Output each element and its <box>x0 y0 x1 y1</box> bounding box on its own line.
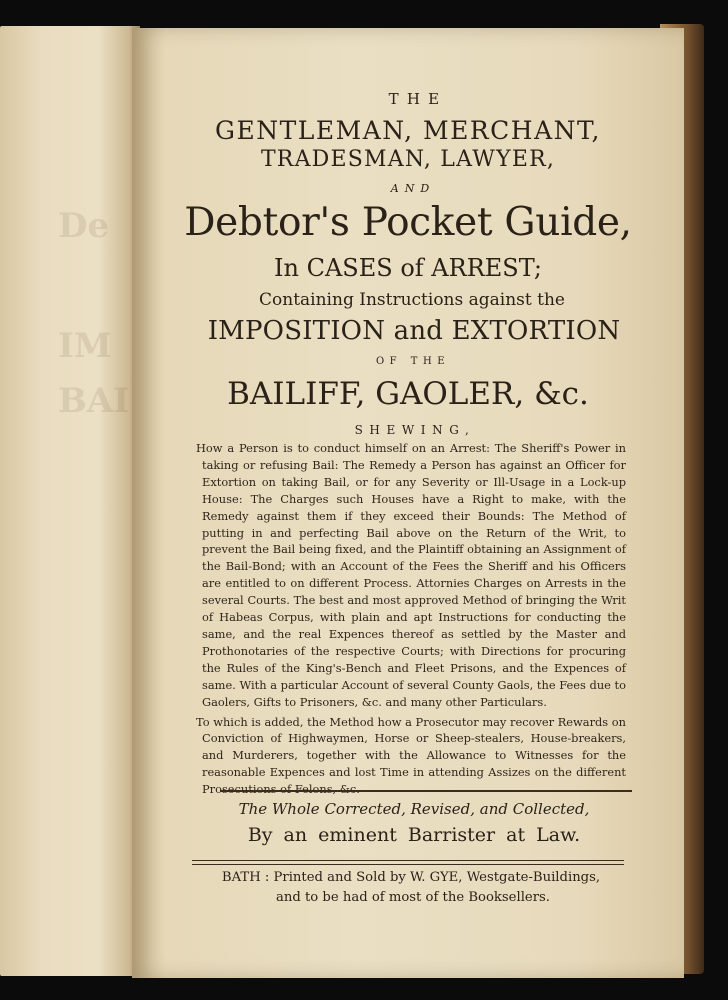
divider-rule <box>220 790 632 792</box>
line-and: AND <box>390 182 436 195</box>
paragraph-addition: To which is added, the Method how a Prosecutor may recover Rewards on Conviction of Highwaymen, Horse or Sheep-stealers, House-breakers, and Murderers, together with the Allowance to Witnesses for the reasonable Expences and lost Time in attending Assizes on the different Prosecutions of Felons, &c. <box>196 714 626 797</box>
line-tradesman: TRADESMAN, LAWYER, <box>260 147 556 172</box>
line-shewing: SHEWING, <box>354 423 476 437</box>
title-page <box>132 28 684 978</box>
line-bailiff: BAILIFF, GAOLER, &c. <box>227 376 589 412</box>
paragraph-contents: How a Person is to conduct himself on an Arrest: The Sheriff's Power in taking or refusing Bail: The Remedy a Person has against an Officer for Extortion on taking Bail, or for any Severity or Ill-Usage in a Lock-up House: The Charges such Houses have a Right to make, with the Remedy against them if they exceed their Bounds: The Method of putting in and perfecting Bail above on the Return of the Writ, to prevent the Bail being fixed, and the Plaintiff obtaining an Assignment of the Bail-Bond; with an Account of the Fees the Sheriff and his Officers are entitled to on different Process. Attornies Charges on Arrests in the several Courts. The best and most approved Method of bringing the Writ of Habeas Corpus, with plain and apt Instructions for conducting the same, and the real Expences thereof as settled by the Master and Prothonotaries of the respective Courts; with Directions for procuring the Rules of the King's-Bench and Fleet Prisons, and the Expences of same. With a particular Account of several County Gaols, the Fees due to Gaolers, Gifts to Prisoners, &c. and many other Particulars. <box>196 441 626 709</box>
facing-page <box>0 26 140 976</box>
contents-description <box>196 440 626 798</box>
imprint-line-2: and to be had of most of the Booksellers. <box>275 890 550 905</box>
line-imposition: IMPOSITION and EXTORTION <box>207 316 621 346</box>
divider-rule <box>192 864 624 865</box>
main-title: Debtor's Pocket Guide, <box>184 200 632 245</box>
line-in-cases: In CASES of ARREST; <box>274 254 542 282</box>
line-gentleman: GENTLEMAN, MERCHANT, <box>215 116 601 145</box>
ghost-text: IM <box>58 326 112 366</box>
ghost-text: BAI <box>58 381 130 421</box>
ghost-text: De <box>58 206 110 246</box>
line-containing: Containing Instructions against the <box>259 290 565 310</box>
line-the: THE <box>388 90 448 108</box>
line-corrected: The Whole Corrected, Revised, and Collected, <box>238 800 590 818</box>
divider-rule <box>192 860 624 861</box>
imprint-line-1: BATH : Printed and Sold by W. GYE, Westgate-Buildings, <box>221 870 601 885</box>
line-of-the: OF THE <box>375 356 450 367</box>
line-barrister: By an eminent Barrister at Law. <box>247 824 581 846</box>
